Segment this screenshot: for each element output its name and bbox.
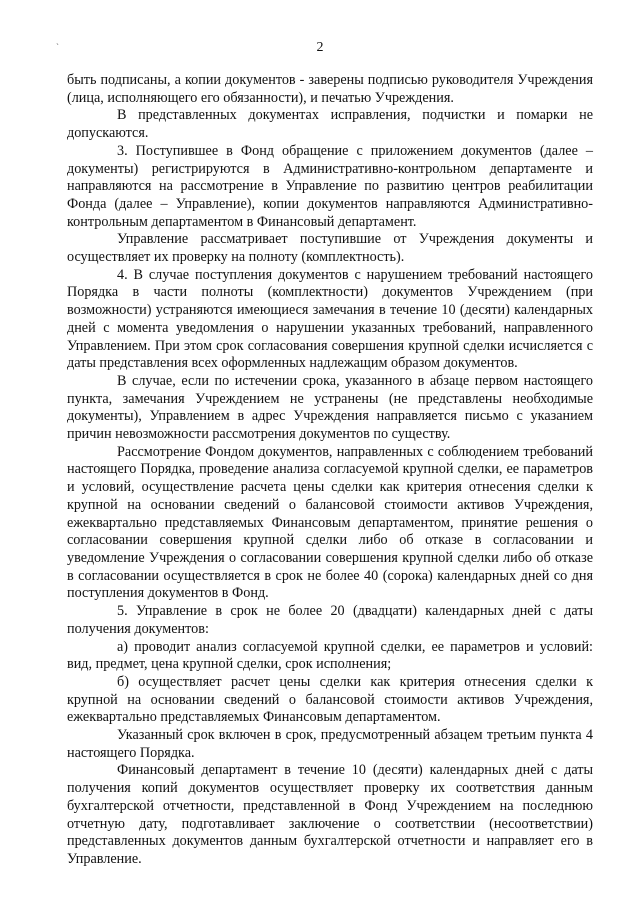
paragraph-item-5: 5. Управление в срок не более 20 (двадцати) календарных дней с даты получения документов: — [67, 603, 593, 637]
paragraph-finance-department: Финансовый департамент в течение 10 (десяти) календарных дней с даты получения копий документов осуществляет проверку их соответствия данным бухгалтерской отчетности, представленной в Фонд Учреждением на последнюю отчетную дату, подготавливает заключение о соответствии (несоответствии) представленных документов данным бухгалтерской отчетности и направляет его в Управление. — [67, 762, 593, 867]
paragraph-fund-review: Рассмотрение Фондом документов, направленных с соблюдением требований настоящего Порядка, проведение анализа согласуемой крупной сделки, ее параметров и условий, осуществление расчета цены сделки как критерия отнесения сделки к крупной на основании сведений о балансовой стоимости активов Учреждения, ежеквартально представляемых Финансовым департаментом, принятие решения о согласовании совершения крупной сделки либо об отказе в согласовании и уведомление Учреждения о согласовании совершения крупной сделки либо об отказе в согласовании осуществляется в срок не более 40 (сорока) календарных дней со дня поступления документов в Фонд. — [67, 443, 593, 602]
paragraph-subitem-b: б) осуществляет расчет цены сделки как критерия отнесения сделки к крупной на основании сведений о балансовой стоимости активов Учреждения, ежеквартально представляемых Финансовым департаментом. — [67, 673, 593, 726]
scan-artifact-mark: ` — [56, 42, 59, 52]
paragraph-subitem-a: а) проводит анализ согласуемой крупной сделки, ее параметров и условий: вид, предмет, цена крупной сделки, срок исполнения; — [67, 638, 593, 673]
paragraph-term-included: Указанный срок включен в срок, предусмотренный абзацем третьим пункта 4 настоящего Порядка. — [67, 727, 593, 761]
page-number: 2 — [316, 40, 324, 55]
paragraph-item-3: 3. Поступившее в Фонд обращение с приложением документов (далее – документы) регистрируются в Административно-контрольном департаменте и направляются на рассмотрение в Управление по развитию центров реабилитации Фонда (далее – Управление), копии документов направляются Административно-контрольным департаментом в Финансовый департамент. — [67, 142, 593, 230]
document-body — [67, 72, 593, 869]
paragraph-continuation: быть подписаны, а копии документов - заверены подписью руководителя Учреждения (лица, исполняющего его обязанности), и печатью Учреждения. — [67, 72, 593, 106]
paragraph-item-4: 4. В случае поступления документов с нарушением требований настоящего Порядка в части полноты (комплектности) документов Учреждением (при возможности) устраняются имеющиеся замечания в течение 10 (десяти) календарных дней с момента уведомления о нарушении указанных требований, направленного Управлением. При этом срок согласования совершения крупной сделки исчисляется с даты представления всех оформленных надлежащим образом документов. — [67, 266, 593, 372]
paragraph-not-corrected: В случае, если по истечении срока, указанного в абзаце первом настоящего пункта, замечания Учреждением не устранены (не представлены необходимые документы), Управлением в адрес Учреждения направляется письмо с указанием причин невозможности рассмотрения документов по существу. — [67, 372, 593, 443]
paragraph-management-review: Управление рассматривает поступившие от Учреждения документы и осуществляет их проверку на полноту (комплектность). — [67, 231, 593, 266]
paragraph-no-corrections: В представленных документах исправления, подчистки и помарки не допускаются. — [67, 107, 593, 142]
